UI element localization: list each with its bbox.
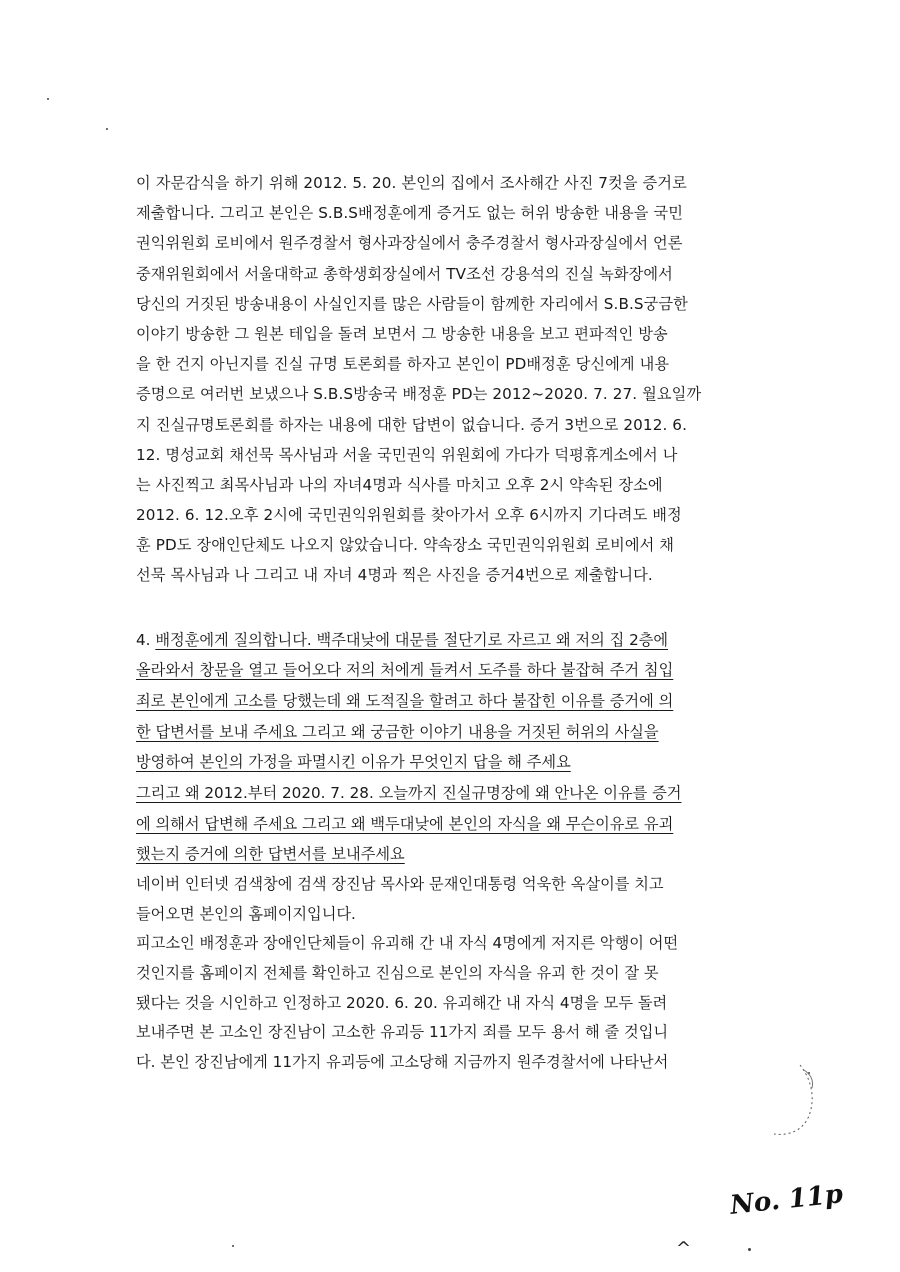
text-line: 들어오면 본인의 홈페이지입니다. <box>136 904 356 923</box>
text-line: 2012. 6. 12.오후 2시에 국민권익위원회를 찾아가서 오후 6시까지 기다려도 배정 <box>136 506 682 525</box>
scan-speck <box>748 1248 751 1251</box>
scan-speck <box>232 1245 234 1247</box>
text-line: 선묵 목사님과 나 그리고 내 자녀 4명과 찍은 사진을 증거4번으로 제출합니다. <box>136 566 653 585</box>
paragraph-homepage <box>136 870 768 1077</box>
text-line: 증명으로 여러번 보냈으나 S.B.S방송국 배정훈 PD는 2012~2020. 7. 27. 월요일까 <box>136 385 702 404</box>
text-line: 다. 본인 장진남에게 11가지 유괴등에 고소당해 지금까지 원주경찰서에 나타난서 <box>136 1052 669 1071</box>
document-body <box>136 168 768 1077</box>
question-line: 했는지 증거에 의한 답변서를 보내주세요 <box>136 845 405 864</box>
paragraph-evidence <box>136 168 768 591</box>
question-4-section <box>136 625 768 871</box>
question-number: 4. <box>136 630 156 649</box>
text-line: 지 진실규명토론회를 하자는 내용에 대한 답변이 없습니다. 증거 3번으로 2012. 6. <box>136 415 687 434</box>
text-line: 훈 PD도 장애인단체도 나오지 않았습니다. 약속장소 국민권익위원회 로비에서 채 <box>136 536 675 555</box>
question-line: 올라와서 창문을 열고 들어오다 저의 처에게 들켜서 도주를 하다 불잡혀 주거 침입 <box>136 661 674 680</box>
question-text: 배정훈에게 질의합니다. 백주대낮에 대문를 절단기로 자르고 왜 저의 집 2층에 <box>155 630 669 649</box>
paragraph-gap <box>136 591 768 625</box>
text-line: 것인지를 홈페이지 전체를 확인하고 진심으로 본인의 자식을 유괴 한 것이 잘 못 <box>136 963 659 982</box>
scan-speck <box>106 128 108 130</box>
scan-speck <box>47 98 49 100</box>
question-line: 그리고 왜 2012.부터 2020. 7. 28. 오늘까지 진실규명장에 왜 안나온 이유를 증거 <box>136 784 682 803</box>
text-line: 중재위원회에서 서울대학교 총학생회장실에서 TV조선 강용석의 진실 녹화장에서 <box>136 264 673 283</box>
text-line: 당신의 거짓된 방송내용이 사실인지를 많은 사람들이 함께한 자리에서 S.B.S궁금한 <box>136 294 688 313</box>
seal-stamp-icon <box>760 1060 830 1140</box>
text-line: 는 사진찍고 최목사님과 나의 자녀4명과 식사를 마치고 오후 2시 약속된 장소에 <box>136 475 663 494</box>
text-line: 네이버 인터넷 검색창에 검색 장진남 목사와 문재인대통령 억욱한 옥살이를 치고 <box>136 875 664 894</box>
text-line: 이야기 방송한 그 원본 테입을 돌려 보면서 그 방송한 내용을 보고 편파적인 방송 <box>136 324 668 343</box>
page-number: No. 11p <box>728 1179 845 1221</box>
question-line: 한 답변서를 보내 주세요 그리고 왜 궁금한 이야기 내용을 거짓된 허위의 사실을 <box>136 722 659 741</box>
question-line: 죄로 본인에게 고소를 당했는데 왜 도적질을 할려고 하다 불잡힌 이유를 증거에 의 <box>136 692 674 710</box>
text-line: 권익위원회 로비에서 원주경찰서 형사과장실에서 충주경찰서 형사과장실에서 언론 <box>136 234 683 253</box>
question-line: 방영하여 본인의 가정을 파멸시킨 이유가 무엇인지 답을 해 주세요 <box>136 753 571 772</box>
text-line: 12. 명성교회 채선묵 목사님과 서울 국민권익 위원회에 가다가 덕평휴게소에서 나 <box>136 445 678 464</box>
question-line <box>136 625 768 656</box>
text-line: 제출합니다. 그리고 본인은 S.B.S배정훈에게 증거도 없는 허위 방송한 내용을 국민 <box>136 204 684 223</box>
question-line: 에 의해서 답변해 주세요 그리고 왜 백두대낮에 본인의 자식을 왜 무슨이유로 유괴 <box>136 814 674 833</box>
bottom-mark: ^ <box>676 1238 692 1259</box>
text-line: 됐다는 것을 시인하고 인정하고 2020. 6. 20. 유괴해간 내 자식 4명을 모두 돌려 <box>136 993 668 1012</box>
text-line: 피고소인 배정훈과 장애인단체들이 유괴해 간 내 자식 4명에게 저지른 악행이 어떤 <box>136 934 679 953</box>
text-line: 보내주면 본 고소인 장진남이 고소한 유괴등 11가지 죄를 모두 용서 해 줄 것입니 <box>136 1023 669 1042</box>
text-line: 을 한 건지 아닌지를 진실 규명 토론회를 하자고 본인이 PD배정훈 당신에게 내용 <box>136 355 670 374</box>
text-line: 이 자문감식을 하기 위해 2012. 5. 20. 본인의 집에서 조사해간 사진 7컷을 증거로 <box>136 174 687 192</box>
